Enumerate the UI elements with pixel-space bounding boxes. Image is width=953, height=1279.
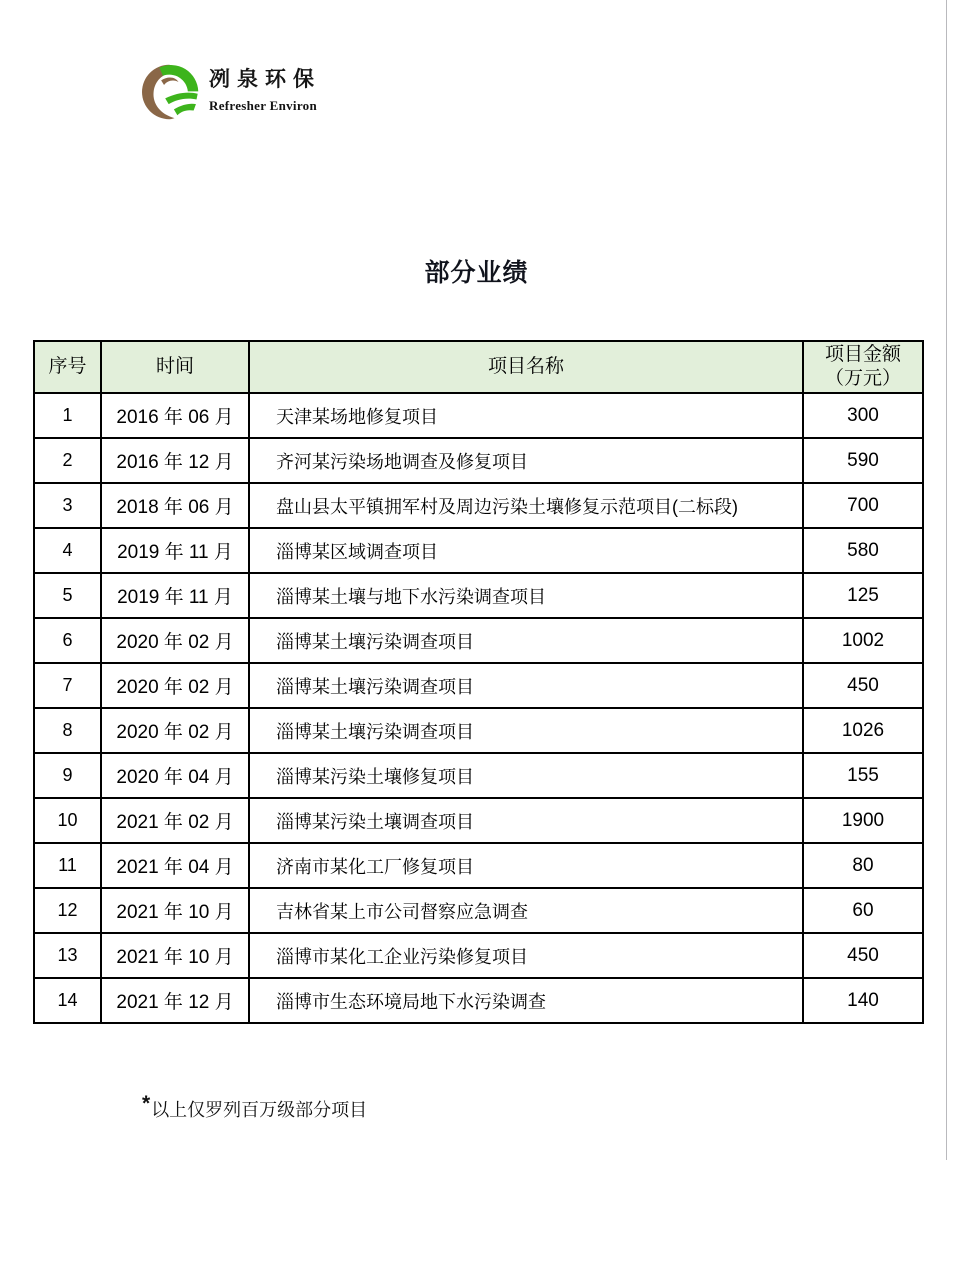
header-name: 项目名称 [249,341,803,393]
cell-index: 12 [34,888,101,933]
header-index: 序号 [34,341,101,393]
cell-index: 11 [34,843,101,888]
cell-index: 2 [34,438,101,483]
cell-amount: 300 [803,393,923,438]
cell-index: 13 [34,933,101,978]
header-amount-line2: （万元） [824,368,901,389]
company-name-en: Refresher Environ [209,98,318,114]
cell-date: 2021 年 02 月 [101,798,249,843]
cell-amount: 80 [803,843,923,888]
cell-project-name: 淄博某土壤污染调查项目 [249,618,803,663]
cell-amount: 125 [803,573,923,618]
cell-date: 2019 年 11 月 [101,528,249,573]
cell-project-name: 淄博某污染土壤修复项目 [249,753,803,798]
footnote-asterisk: * [142,1092,151,1115]
cell-date: 2016 年 06 月 [101,393,249,438]
cell-index: 5 [34,573,101,618]
table-row [34,798,923,843]
page-title: 部分业绩 [424,259,529,287]
cell-index: 8 [34,708,101,753]
performance-table [33,340,924,1024]
cell-amount: 450 [803,663,923,708]
cell-date: 2019 年 11 月 [101,573,249,618]
cell-index: 9 [34,753,101,798]
cell-amount: 590 [803,438,923,483]
table-row [34,573,923,618]
cell-project-name: 淄博某土壤污染调查项目 [249,663,803,708]
table-row [34,528,923,573]
footnote [142,1092,367,1122]
header-amount [803,341,923,393]
table-row [34,663,923,708]
refresher-environ-logo-icon [142,62,200,127]
table-row [34,483,923,528]
cell-date: 2020 年 02 月 [101,618,249,663]
cell-date: 2018 年 06 月 [101,483,249,528]
company-name-cn: 冽泉环保 [209,68,321,91]
cell-date: 2021 年 10 月 [101,888,249,933]
cell-index: 6 [34,618,101,663]
cell-amount: 1002 [803,618,923,663]
cell-project-name: 济南市某化工厂修复项目 [249,843,803,888]
cell-amount: 60 [803,888,923,933]
cell-index: 7 [34,663,101,708]
cell-date: 2021 年 12 月 [101,978,249,1023]
cell-project-name: 淄博某污染土壤调查项目 [249,798,803,843]
cell-index: 4 [34,528,101,573]
table-row [34,618,923,663]
cell-amount: 580 [803,528,923,573]
cell-amount: 140 [803,978,923,1023]
table-row [34,753,923,798]
table-row [34,708,923,753]
table-row [34,843,923,888]
cell-date: 2020 年 02 月 [101,708,249,753]
cell-amount: 450 [803,933,923,978]
table-row [34,978,923,1023]
table-header-row [34,341,923,393]
cell-index: 14 [34,978,101,1023]
cell-amount: 1900 [803,798,923,843]
cell-amount: 1026 [803,708,923,753]
cell-index: 10 [34,798,101,843]
cell-date: 2020 年 04 月 [101,753,249,798]
cell-project-name: 淄博某土壤与地下水污染调查项目 [249,573,803,618]
cell-date: 2020 年 02 月 [101,663,249,708]
table-row [34,888,923,933]
footnote-text: 以上仅罗列百万级部分项目 [151,1100,368,1120]
cell-project-name: 淄博某区域调查项目 [249,528,803,573]
cell-amount: 155 [803,753,923,798]
cell-date: 2021 年 04 月 [101,843,249,888]
table-row [34,393,923,438]
cell-index: 1 [34,393,101,438]
cell-project-name: 盘山县太平镇拥军村及周边污染土壤修复示范项目(二标段) [249,483,803,528]
cell-project-name: 齐河某污染场地调查及修复项目 [249,438,803,483]
cell-project-name: 天津某场地修复项目 [249,393,803,438]
table-row [34,438,923,483]
header-amount-line1: 项目金额 [824,344,901,366]
cell-project-name: 淄博市某化工企业污染修复项目 [249,933,803,978]
cell-project-name: 淄博市生态环境局地下水污染调查 [249,978,803,1023]
table-row [34,933,923,978]
header-date: 时间 [101,341,249,393]
cell-date: 2021 年 10 月 [101,933,249,978]
cell-project-name: 淄博某土壤污染调查项目 [249,708,803,753]
cell-amount: 700 [803,483,923,528]
cell-project-name: 吉林省某上市公司督察应急调查 [249,888,803,933]
company-logo [142,62,321,127]
page-right-edge [946,0,947,1160]
cell-date: 2016 年 12 月 [101,438,249,483]
cell-index: 3 [34,483,101,528]
